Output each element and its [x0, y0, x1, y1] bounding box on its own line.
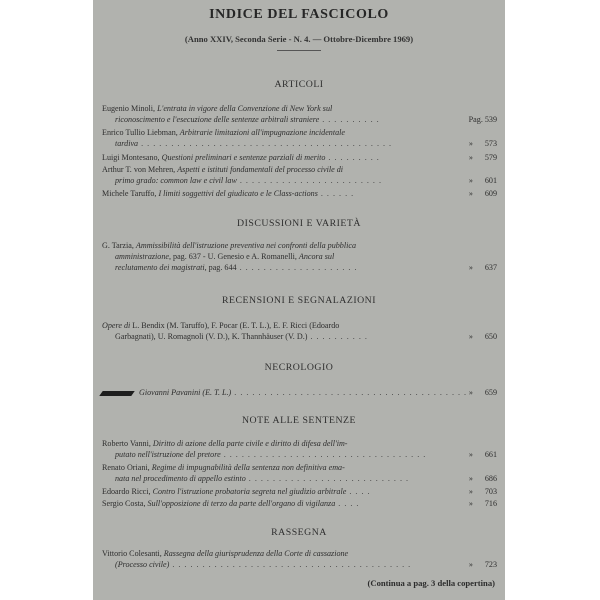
entry-title-cont: riconoscimento e l'esecuzione delle sentenze arbitrali straniere [115, 115, 320, 124]
entry-lead: Opere di [102, 321, 131, 330]
entry-works: L. Bendix (M. Taruffo), F. Pocar (E. T. L.), E. F. Ricci (Edoardo [132, 321, 340, 330]
entry-title-2: Ancora sul [298, 252, 335, 261]
title-divider [277, 50, 321, 51]
entry-title: Giovanni Pavanini (E. T. L.) [139, 388, 232, 397]
entry-page: 573 [484, 139, 497, 148]
entry-title: L'entrata in vigore della Convenzione di New York sul [157, 104, 333, 113]
entry-page: 723 [484, 560, 497, 569]
entry-title-cont: tardiva [115, 139, 139, 148]
toc-entry-costa[interactable]: Sergio Costa, Sull'opposizione di terzo da parte dell'organo di vigilanza . . . . » 716 [102, 499, 497, 508]
entry-title-cont: nata nel procedimento di appello estinto [115, 474, 246, 483]
toc-entry-tarzia[interactable]: G. Tarzia, Ammissibilità dell'istruzione preventiva nei confronti della pubblica amministrazione, pag. 637 - U. Genesio e A. Romanelli, Ancora sul reclutamento dei magistrati, pag. 644 . . . . . . . . . . . . . . . . . . . . » 637 [102, 241, 497, 272]
entry-ref-2: , pag. 644 [204, 263, 237, 272]
entry-title-cont: amministrazione [115, 252, 169, 261]
toc-entry-colesanti[interactable]: Vittorio Colesanti, Rassegna della giurisprudenza della Corte di cassazione (Processo civile) . . . . . . . . . . . . . . . . . . . . . . . . . . . . . . . . . . . . . . . . » 723 [102, 549, 497, 569]
continuation-note: (Continua a pag. 3 della copertina) [367, 578, 495, 588]
entry-title: Contro l'istruzione probatoria segreta nel giudizio arbitrale [152, 487, 347, 496]
entry-author: Sergio Costa, [102, 499, 146, 508]
entry-author: Edoardo Ricci, [102, 487, 151, 496]
entry-title: Questioni preliminari e sentenze parziali di merito [161, 153, 326, 162]
ibidem-marker: » [468, 388, 473, 397]
ibidem-marker: » [468, 474, 473, 483]
section-heading-rassegna: RASSEGNA [271, 527, 327, 538]
entry-page: 650 [484, 332, 497, 341]
toc-entry-mehren[interactable]: Arthur T. von Mehren, Aspetti e istituti fondamentali del processo civile di primo grado: common law e civil law . . . . . . . . . . . . . . . . . . . . . . . . » 601 [102, 165, 497, 185]
ibidem-marker: » [468, 189, 473, 198]
ibidem-marker: » [468, 499, 473, 508]
entry-page: 637 [484, 263, 497, 272]
entry-title-cont: putato nell'istruzione del pretore [115, 450, 221, 459]
entry-page: 659 [484, 388, 497, 397]
entry-works-cont: Garbagnati), U. Romagnoli (V. D.), K. Thannhäuser (V. D.) [115, 332, 308, 341]
issue-subtitle: (Anno XXIV, Seconda Serie - N. 4. — Ottobre-Dicembre 1969) [184, 34, 414, 44]
entry-author: Luigi Montesano, [102, 153, 160, 162]
entry-page: 703 [484, 487, 497, 496]
entry-title: Ammissibilità dell'istruzione preventiva nei confronti della pubblica [135, 241, 356, 250]
entry-title-cont: primo grado: common law e civil law [115, 176, 237, 185]
toc-entry-minoli[interactable]: Eugenio Minoli, L'entrata in vigore della Convenzione di New York sul riconoscimento e l'esecuzione delle sentenze arbitrali straniere . . . . . . . . . . Pag. 539 [102, 104, 497, 124]
entry-title: Rassegna della giurisprudenza della Corte di cassazione [163, 549, 349, 558]
entry-author: Vittorio Colesanti, [102, 549, 162, 558]
entry-title: I limiti soggettivi del giudicato e le Class-actions [158, 189, 318, 198]
ibidem-marker: » [468, 263, 473, 272]
entry-author: Arthur T. von Mehren, [102, 165, 176, 174]
section-heading-articoli: ARTICOLI [274, 79, 324, 90]
toc-entry-oriani[interactable]: Renato Oriani, Regime di impugnabilità della sentenza non definitiva ema- nata nel procedimento di appello estinto . . . . . . . . . . . . . . . . . . . . . . . . . . . » 686 [102, 463, 497, 483]
entry-title: Diritto di azione della parte civile e diritto di difesa dell'im- [152, 439, 348, 448]
entry-ref: , pag. 637 - U. Genesio e A. Romanelli, [168, 252, 297, 261]
ibidem-marker: » [468, 332, 473, 341]
ibidem-marker: » [468, 176, 473, 185]
toc-entry-taruffo[interactable]: Michele Taruffo, I limiti soggettivi del giudicato e le Class-actions . . . . . . » 609 [102, 189, 497, 198]
ibidem-marker: » [468, 450, 473, 459]
entry-author: G. Tarzia, [102, 241, 134, 250]
entry-page: 601 [484, 176, 497, 185]
toc-entry-liebman[interactable]: Enrico Tullio Liebman, Arbitrarie limitazioni all'impugnazione incidentale tardiva . . . . . . . . . . . . . . . . . . . . . . . . . . . . . . . . . . . . . . . . . . » 573 [102, 128, 497, 148]
entry-title: Sull'opposizione di terzo da parte dell'organo di vigilanza [147, 499, 336, 508]
toc-entry-pavanini[interactable]: Giovanni Pavanini (E. T. L.) . . . . . . . . . . . . . . . . . . . . . . . . . . . . . . . . . . . . . . . » 659 [139, 388, 497, 397]
entry-author: Renato Oriani, [102, 463, 150, 472]
entry-author: Eugenio Minoli, [102, 104, 156, 113]
entry-page: 686 [484, 474, 497, 483]
index-page [93, 0, 505, 600]
section-heading-note: NOTE ALLE SENTENZE [241, 415, 357, 426]
entry-page: 609 [484, 189, 497, 198]
entry-author: Enrico Tullio Liebman, [102, 128, 178, 137]
toc-entry-ricci[interactable]: Edoardo Ricci, Contro l'istruzione probatoria segreta nel giudizio arbitrale . . . . » 703 [102, 487, 497, 496]
entry-title-2-cont: reclutamento dei magistrati [115, 263, 205, 272]
toc-entry-montesano[interactable]: Luigi Montesano, Questioni preliminari e sentenze parziali di merito . . . . . . . . . » 579 [102, 153, 497, 162]
entry-title-cont: (Processo civile) [115, 560, 170, 569]
ibidem-marker: » [468, 487, 473, 496]
entry-author: Michele Taruffo, [102, 189, 157, 198]
toc-entry-vanni[interactable]: Roberto Vanni, Diritto di azione della parte civile e diritto di difesa dell'im- putato nell'istruzione del pretore . . . . . . . . . . . . . . . . . . . . . . . . . . . . . . . . . . » 661 [102, 439, 497, 459]
entry-title: Aspetti e istituti fondamentali del processo civile di [177, 165, 344, 174]
entry-title: Arbitrarie limitazioni all'impugnazione incidentale [179, 128, 345, 137]
page-title: INDICE DEL FASCICOLO [209, 7, 389, 22]
ibidem-marker: » [468, 560, 473, 569]
entry-page: Pag. 539 [468, 115, 497, 124]
section-heading-necrologio: NECROLOGIO [264, 362, 334, 373]
section-heading-discussioni: DISCUSSIONI E VARIETÀ [237, 218, 361, 229]
ibidem-marker: » [468, 139, 473, 148]
toc-entry-recensioni[interactable]: Opere di L. Bendix (M. Taruffo), F. Pocar (E. T. L.), E. F. Ricci (Edoardo Garbagnati), U. Romagnoli (V. D.), K. Thannhäuser (V. D.) . . . . . . . . . . » 650 [102, 321, 497, 341]
entry-page: 579 [484, 153, 497, 162]
ibidem-marker: » [468, 153, 473, 162]
entry-page: 661 [484, 450, 497, 459]
entry-page: 716 [484, 499, 497, 508]
entry-author: Roberto Vanni, [102, 439, 151, 448]
entry-title: Regime di impugnabilità della sentenza non definitiva ema- [151, 463, 345, 472]
section-heading-recensioni: RECENSIONI E SEGNALAZIONI [222, 295, 376, 306]
